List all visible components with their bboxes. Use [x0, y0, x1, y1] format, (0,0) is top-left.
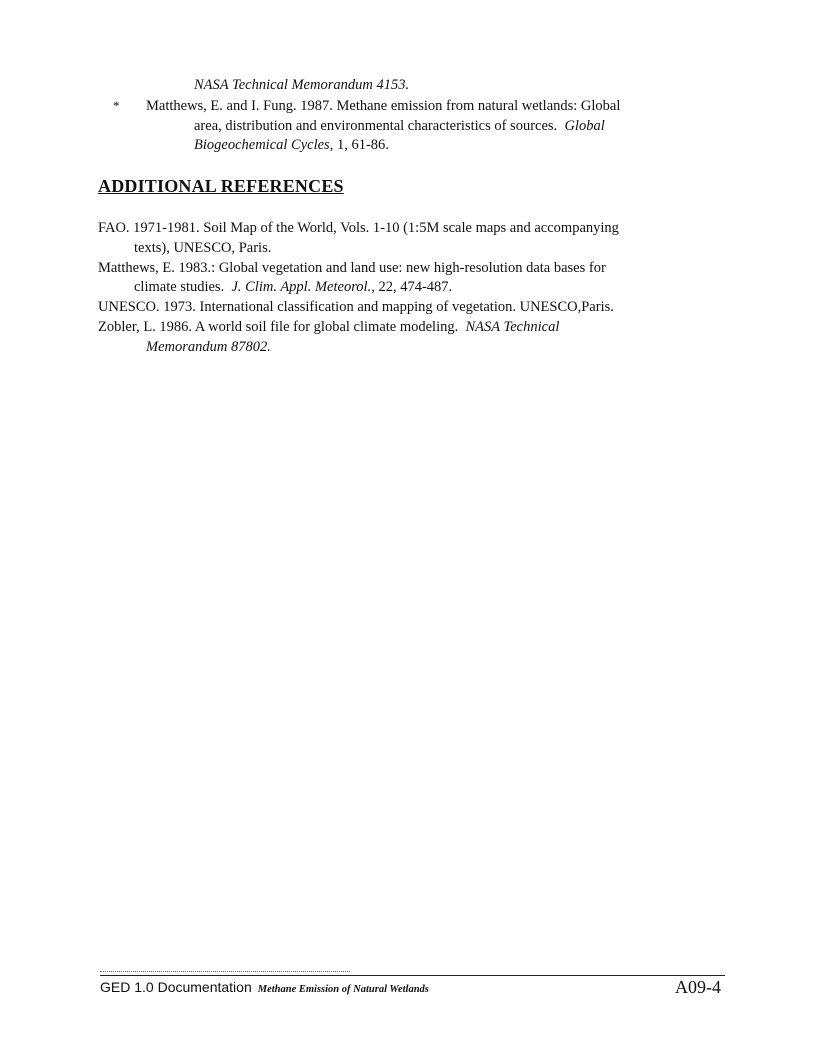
- page-number: A09-4: [675, 977, 721, 997]
- reference-zobler-line1: Zobler, L. 1986. A world soil file for global climate modeling. NASA Technical: [98, 319, 560, 335]
- reference-matthews1983-line2: climate studies. J. Clim. Appl. Meteorol., 22, 474-487.: [134, 279, 453, 295]
- reference-zobler-line2: Memorandum 87802.: [146, 339, 271, 355]
- reference-matthews1983-line1: Matthews, E. 1983.: Global vegetation and land use: new high-resolution data bases for: [98, 260, 606, 276]
- reference-journal: NASA Technical Memorandum 4153.: [194, 77, 410, 93]
- reference-matthews-fung-line2: area, distribution and environmental characteristics of sources. Global: [194, 118, 605, 134]
- reference-unesco: UNESCO. 1973. International classification and mapping of vegetation. UNESCO,Paris.: [98, 299, 614, 315]
- footer-doc-title: GED 1.0 Documentation Methane Emission of Natural Wetlands: [100, 979, 429, 995]
- reference-fao-line1: FAO. 1971-1981. Soil Map of the World, Vols. 1-10 (1:5M scale maps and accompanying: [98, 220, 619, 236]
- footer-subtitle: Methane Emission of Natural Wetlands: [257, 984, 429, 995]
- reference-matthews-fung-line3: Biogeochemical Cycles, 1, 61-86.: [194, 137, 389, 153]
- bullet-marker: *: [113, 98, 120, 113]
- footer-rule: [100, 975, 725, 976]
- reference-matthews-fung-line1: Matthews, E. and I. Fung. 1987. Methane emission from natural wetlands: Global: [146, 98, 621, 114]
- reference-continuation: [194, 77, 409, 94]
- section-heading: ADDITIONAL REFERENCES: [98, 176, 344, 196]
- footer-dotted-rule: [100, 971, 350, 972]
- reference-fao-line2: texts), UNESCO, Paris.: [134, 240, 272, 256]
